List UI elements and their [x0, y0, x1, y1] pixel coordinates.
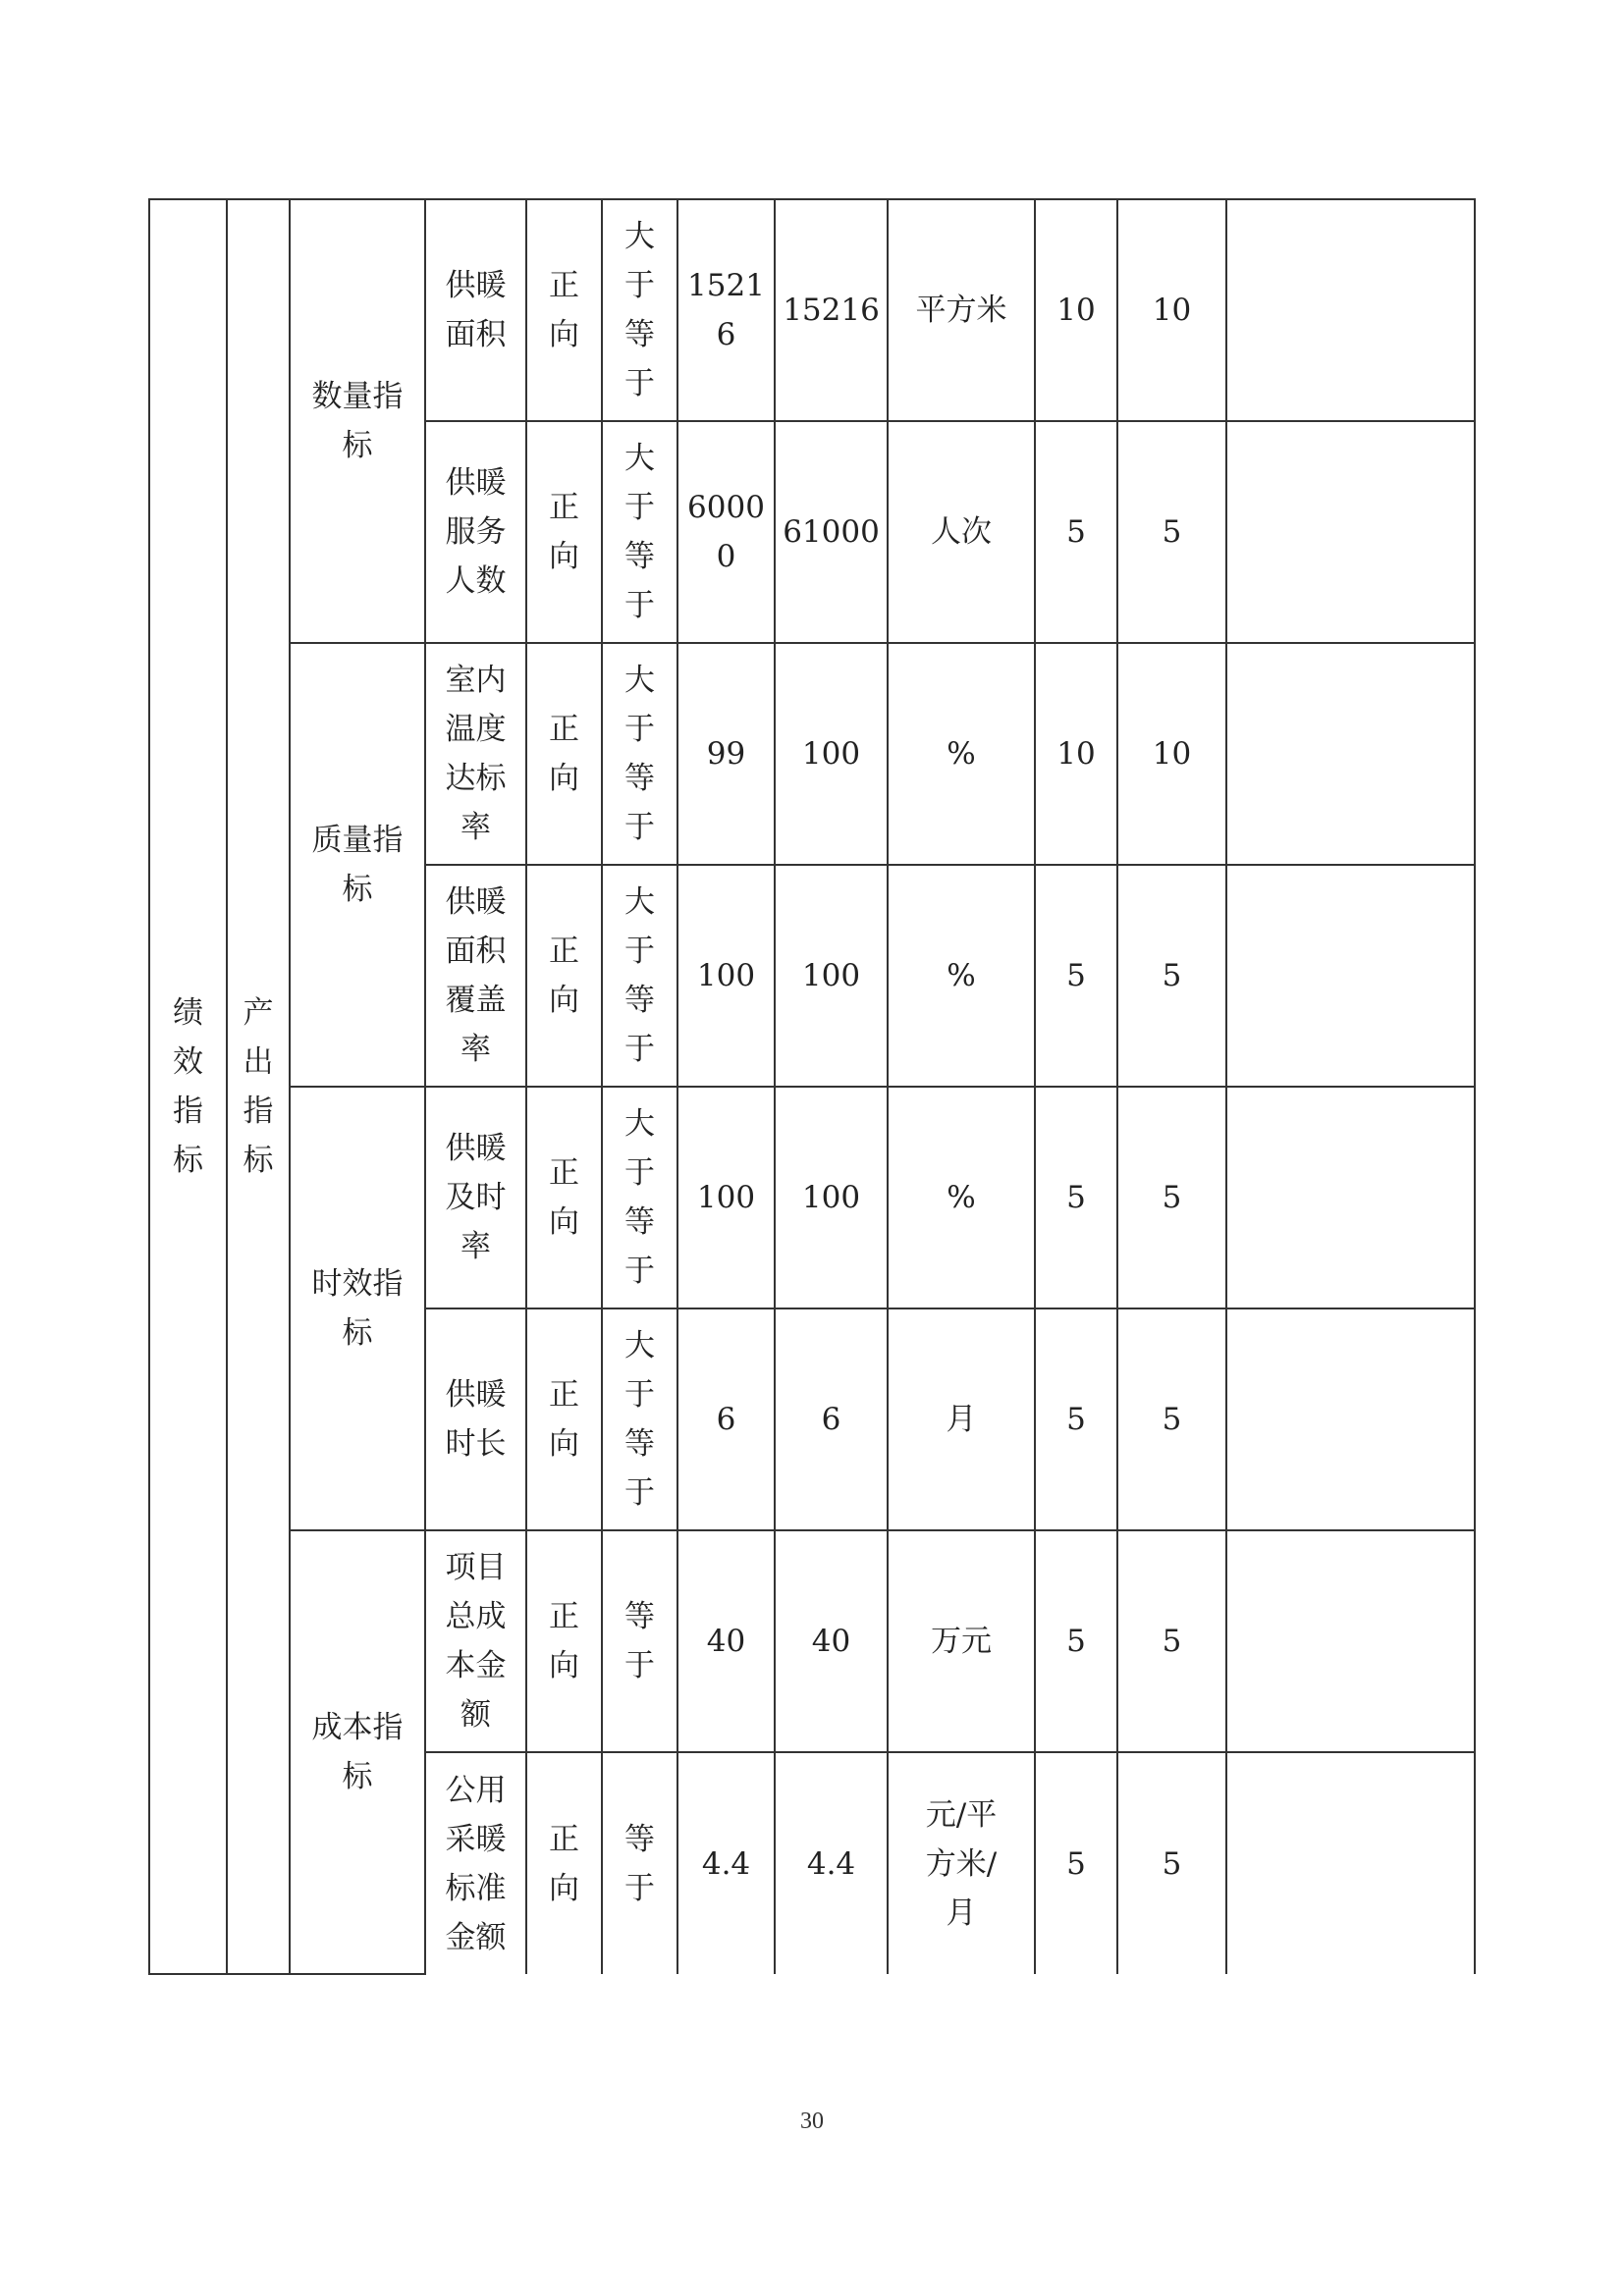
direction-label: 正向 — [548, 1377, 579, 1462]
weight-value: 5 — [1066, 1402, 1086, 1437]
comparator-label: 大于等于 — [623, 1106, 655, 1289]
unit-label: 平方米 — [915, 293, 1007, 328]
actual-cell — [775, 199, 888, 421]
weight-value: 5 — [1066, 1180, 1086, 1215]
direction-label: 正向 — [548, 934, 579, 1018]
direction-label: 正向 — [548, 712, 579, 796]
indicator-label: 公用采暖标准金额 — [445, 1772, 507, 1955]
indicator-label: 项目总成本金额 — [445, 1550, 507, 1733]
group-label: 质量指标 — [311, 823, 404, 907]
actual-value: 100 — [801, 1180, 861, 1215]
weight-cell — [1035, 643, 1117, 865]
unit-cell — [888, 1087, 1035, 1308]
weight-value: 5 — [1066, 1624, 1086, 1659]
indicator-label: 供暖服务人数 — [445, 465, 507, 599]
weight-cell — [1035, 421, 1117, 643]
unit-label: 万元 — [931, 1624, 992, 1659]
weight-cell — [1035, 1530, 1117, 1752]
indicator-label: 供暖面积 — [445, 268, 507, 352]
score-value: 5 — [1162, 1624, 1182, 1659]
direction-label: 正向 — [548, 1821, 579, 1906]
comparator-cell — [602, 1308, 677, 1530]
actual-value: 40 — [811, 1624, 851, 1659]
actual-cell — [775, 865, 888, 1087]
indicator-cell — [425, 1087, 526, 1308]
group-cell — [290, 199, 425, 643]
note-cell — [1226, 1087, 1475, 1308]
score-cell — [1117, 421, 1226, 643]
comparator-cell — [602, 199, 677, 421]
actual-value: 15216 — [783, 293, 880, 328]
unit-label: % — [947, 1180, 976, 1215]
note-cell — [1226, 865, 1475, 1087]
table-row — [149, 1087, 1475, 1308]
unit-label: 元/平方米/月 — [925, 1796, 998, 1931]
weight-value: 10 — [1056, 293, 1096, 328]
indicator-cell — [425, 643, 526, 865]
indicator-label: 供暖及时率 — [445, 1131, 507, 1264]
direction-cell — [526, 1530, 602, 1752]
target-value: 6 — [716, 1402, 736, 1437]
note-cell — [1226, 199, 1475, 421]
score-cell — [1117, 643, 1226, 865]
comparator-label: 大于等于 — [623, 219, 655, 401]
actual-value: 4.4 — [806, 1845, 856, 1882]
target-cell — [677, 199, 775, 421]
direction-label: 正向 — [548, 1155, 579, 1240]
comparator-label: 大于等于 — [623, 663, 655, 845]
direction-label: 正向 — [548, 490, 579, 574]
weight-cell — [1035, 1752, 1117, 1974]
performance-indicator-table — [148, 198, 1476, 1975]
comparator-cell — [602, 421, 677, 643]
actual-cell — [775, 1752, 888, 1974]
weight-value: 5 — [1066, 1845, 1086, 1882]
indicator-label: 供暖时长 — [445, 1377, 507, 1462]
unit-cell — [888, 199, 1035, 421]
weight-cell — [1035, 865, 1117, 1087]
weight-cell — [1035, 1087, 1117, 1308]
actual-value: 6 — [821, 1402, 841, 1437]
group-cell — [290, 1087, 425, 1530]
score-value: 10 — [1152, 293, 1192, 328]
weight-cell — [1035, 1308, 1117, 1530]
table-row — [149, 1530, 1475, 1752]
score-value: 5 — [1162, 1845, 1182, 1882]
group-label: 成本指标 — [311, 1710, 404, 1794]
target-value: 4.4 — [701, 1845, 751, 1882]
indicator-cell — [425, 1308, 526, 1530]
score-value: 5 — [1162, 958, 1182, 993]
unit-label: 月 — [946, 1402, 977, 1437]
score-value: 10 — [1152, 736, 1192, 772]
group-cell — [290, 643, 425, 1087]
direction-label: 正向 — [548, 268, 579, 352]
note-cell — [1226, 1308, 1475, 1530]
actual-value: 100 — [801, 736, 861, 772]
unit-cell — [888, 1752, 1035, 1974]
comparator-label: 大于等于 — [623, 884, 655, 1067]
actual-cell — [775, 1087, 888, 1308]
score-cell — [1117, 1530, 1226, 1752]
target-value: 60000 — [687, 490, 765, 574]
actual-cell — [775, 1530, 888, 1752]
direction-cell — [526, 421, 602, 643]
target-cell — [677, 1530, 775, 1752]
level1-cell — [149, 199, 227, 1974]
comparator-cell — [602, 1752, 677, 1974]
direction-cell — [526, 1752, 602, 1974]
indicator-cell — [425, 199, 526, 421]
score-cell — [1117, 1752, 1226, 1974]
weight-value: 10 — [1056, 736, 1096, 772]
indicator-cell — [425, 865, 526, 1087]
actual-cell — [775, 421, 888, 643]
direction-cell — [526, 865, 602, 1087]
comparator-label: 等于 — [623, 1821, 655, 1906]
unit-cell — [888, 643, 1035, 865]
comparator-cell — [602, 1087, 677, 1308]
indicator-cell — [425, 421, 526, 643]
score-cell — [1117, 199, 1226, 421]
table-row — [149, 199, 1475, 421]
level2-cell — [227, 199, 290, 1974]
unit-cell — [888, 865, 1035, 1087]
level1-label: 绩效指标 — [172, 995, 203, 1178]
direction-label: 正向 — [548, 1599, 579, 1683]
actual-cell — [775, 643, 888, 865]
table-row — [149, 643, 1475, 865]
weight-value: 5 — [1066, 958, 1086, 993]
direction-cell — [526, 643, 602, 865]
actual-value: 100 — [801, 958, 861, 993]
weight-value: 5 — [1066, 514, 1086, 550]
indicator-cell — [425, 1752, 526, 1974]
unit-cell — [888, 1530, 1035, 1752]
note-cell — [1226, 1752, 1475, 1974]
unit-label: % — [947, 736, 976, 772]
score-value: 5 — [1162, 1180, 1182, 1215]
direction-cell — [526, 1087, 602, 1308]
target-cell — [677, 643, 775, 865]
unit-cell — [888, 421, 1035, 643]
group-label: 时效指标 — [311, 1266, 404, 1351]
score-cell — [1117, 1087, 1226, 1308]
target-cell — [677, 865, 775, 1087]
direction-cell — [526, 1308, 602, 1530]
comparator-label: 大于等于 — [623, 1328, 655, 1511]
group-label: 数量指标 — [311, 379, 404, 463]
page-number: 30 — [800, 2109, 824, 2134]
level2-label: 产出指标 — [243, 995, 274, 1178]
weight-cell — [1035, 199, 1117, 421]
actual-cell — [775, 1308, 888, 1530]
comparator-label: 等于 — [623, 1599, 655, 1683]
note-cell — [1226, 643, 1475, 865]
target-cell — [677, 1087, 775, 1308]
target-value: 100 — [696, 1180, 756, 1215]
target-cell — [677, 1308, 775, 1530]
target-value: 100 — [696, 958, 756, 993]
target-value: 99 — [706, 736, 746, 772]
indicator-label: 室内温度达标率 — [445, 663, 507, 845]
comparator-cell — [602, 643, 677, 865]
indicator-label: 供暖面积覆盖率 — [445, 884, 507, 1067]
comparator-label: 大于等于 — [623, 441, 655, 623]
score-cell — [1117, 865, 1226, 1087]
target-cell — [677, 1752, 775, 1974]
target-value: 15216 — [687, 268, 765, 352]
target-cell — [677, 421, 775, 643]
unit-cell — [888, 1308, 1035, 1530]
note-cell — [1226, 421, 1475, 643]
actual-value: 61000 — [783, 514, 880, 550]
indicator-cell — [425, 1530, 526, 1752]
direction-cell — [526, 199, 602, 421]
score-value: 5 — [1162, 1402, 1182, 1437]
comparator-cell — [602, 1530, 677, 1752]
note-cell — [1226, 1530, 1475, 1752]
score-cell — [1117, 1308, 1226, 1530]
group-cell — [290, 1530, 425, 1974]
target-value: 40 — [706, 1624, 746, 1659]
unit-label: % — [947, 958, 976, 993]
score-value: 5 — [1162, 514, 1182, 550]
unit-label: 人次 — [931, 514, 992, 550]
comparator-cell — [602, 865, 677, 1087]
